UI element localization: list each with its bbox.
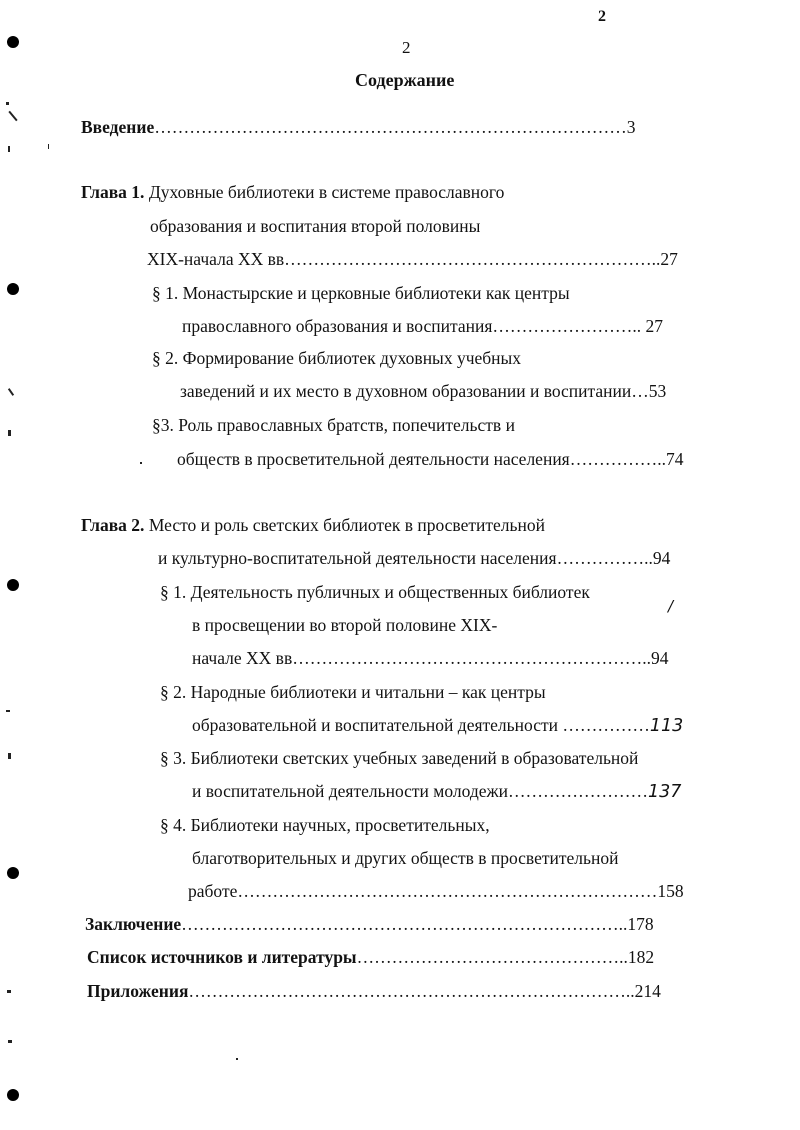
chapter-label: Глава 1. [81,182,145,202]
scan-speck [8,388,14,396]
binder-hole [7,36,19,48]
toc-text: образовательной и воспитательной деятельности …………… [192,715,650,735]
toc-text: и воспитательной деятельности молодежи…………………… [192,781,648,801]
toc-ch1-s2-line2 [180,380,666,402]
toc-leader: ……………………………………………………………………… [154,117,627,137]
toc-label: Введение [81,117,155,137]
toc-entry-conclusion[interactable] [85,913,654,935]
toc-entry-appendix[interactable] [87,980,661,1002]
toc-text: работе……………………………………………………………… [188,881,658,901]
toc-page: 74 [665,449,684,469]
toc-chapter-1-line2: образования и воспитания второй половины [150,216,481,236]
toc-page-handwritten: 137 [647,782,682,802]
toc-entry-sources[interactable] [87,946,654,968]
toc-ch2-s2-line2 [192,714,683,737]
toc-text: заведений и их место в духовном образовании и воспитании… [180,381,649,401]
scan-speck [8,146,10,152]
toc-ch2-s1-line1[interactable]: § 1. Деятельность публичных и общественных библиотек [160,582,590,602]
chapter-title: Место и роль светских библиотек в просветительной [148,515,545,535]
toc-text: XIX-начала XX вв……………………………………………………….. [147,249,661,269]
page-title: Содержание [355,70,455,90]
toc-ch1-s3-line2 [177,448,683,470]
scan-speck [48,144,49,149]
toc-leader: ………………………………………………………………….. [188,981,635,1001]
scan-speck [8,111,17,121]
binder-hole [7,283,19,295]
toc-ch1-s3-line1[interactable]: §3. Роль православных братств, попечительств и [152,415,515,435]
toc-ch2-s4-line1[interactable]: § 4. Библиотеки научных, просветительных, [160,815,490,835]
scan-speck [140,462,142,464]
toc-label: Список источников и литературы [87,947,357,967]
toc-ch2-s3-line2 [192,780,681,803]
toc-chapter-2-line2 [158,547,670,569]
scan-speck [6,710,10,712]
scan-speck [7,990,11,993]
toc-ch1-s1-line2 [182,315,663,337]
toc-chapter-2-line1[interactable] [81,514,545,536]
toc-page: 27 [645,316,664,336]
toc-ch1-s1-line1[interactable]: § 1. Монастырские и церковные библиотеки как центры [152,283,570,303]
toc-label: Приложения [87,981,189,1001]
toc-page: 27 [660,249,678,269]
toc-ch2-s4-line3 [188,880,684,902]
binder-hole [7,1089,19,1101]
toc-entry-intro[interactable] [81,116,635,138]
toc-page: 214 [634,981,661,1001]
toc-chapter-1-line1[interactable] [81,181,504,203]
binder-hole [7,579,19,591]
toc-leader: ………………………………………………………………….. [181,914,628,934]
toc-chapter-1-line3 [147,248,678,270]
corner-mark: 2 [598,8,606,25]
toc-page: 94 [652,548,671,568]
toc-text: и культурно-воспитательной деятельности населения…………….. [158,548,653,568]
toc-page: 3 [626,117,636,137]
margin-mark: / [668,597,674,615]
toc-text: православного образования и воспитания…………………….. [182,316,642,336]
scan-speck [6,102,9,105]
binder-hole [7,867,19,879]
chapter-label: Глава 2. [81,515,145,535]
toc-ch2-s3-line1[interactable]: § 3. Библиотеки светских учебных заведений в образовательной [160,748,639,768]
toc-page: 94 [650,648,669,668]
toc-ch2-s2-line1[interactable]: § 2. Народные библиотеки и читальни – как центры [160,682,546,702]
toc-label: Заключение [85,914,182,934]
page-number: 2 [402,38,411,57]
toc-text: обществ в просветительной деятельности населения…………….. [177,449,666,469]
toc-page: 53 [648,381,667,401]
toc-page: 182 [627,947,655,967]
toc-ch1-s2-line1[interactable]: § 2. Формирование библиотек духовных учебных [152,348,522,368]
scan-speck [8,430,11,436]
toc-ch2-s1-line2: в просвещении во второй половине XIX- [192,615,498,635]
toc-ch2-s1-line3 [192,647,668,669]
toc-page: 178 [627,914,654,934]
toc-text: начале XX вв…………………………………………………….. [192,648,651,668]
toc-leader: ……………………………………….. [356,947,628,967]
scan-speck [236,1058,238,1060]
toc-page-handwritten: 113 [649,716,684,736]
scan-speck [8,753,11,759]
toc-page: 158 [657,881,684,901]
scan-speck [8,1040,12,1043]
toc-ch2-s4-line2: благотворительных и других обществ в просветительной [192,848,619,868]
chapter-title: Духовные библиотеки в системе православного [148,182,505,202]
